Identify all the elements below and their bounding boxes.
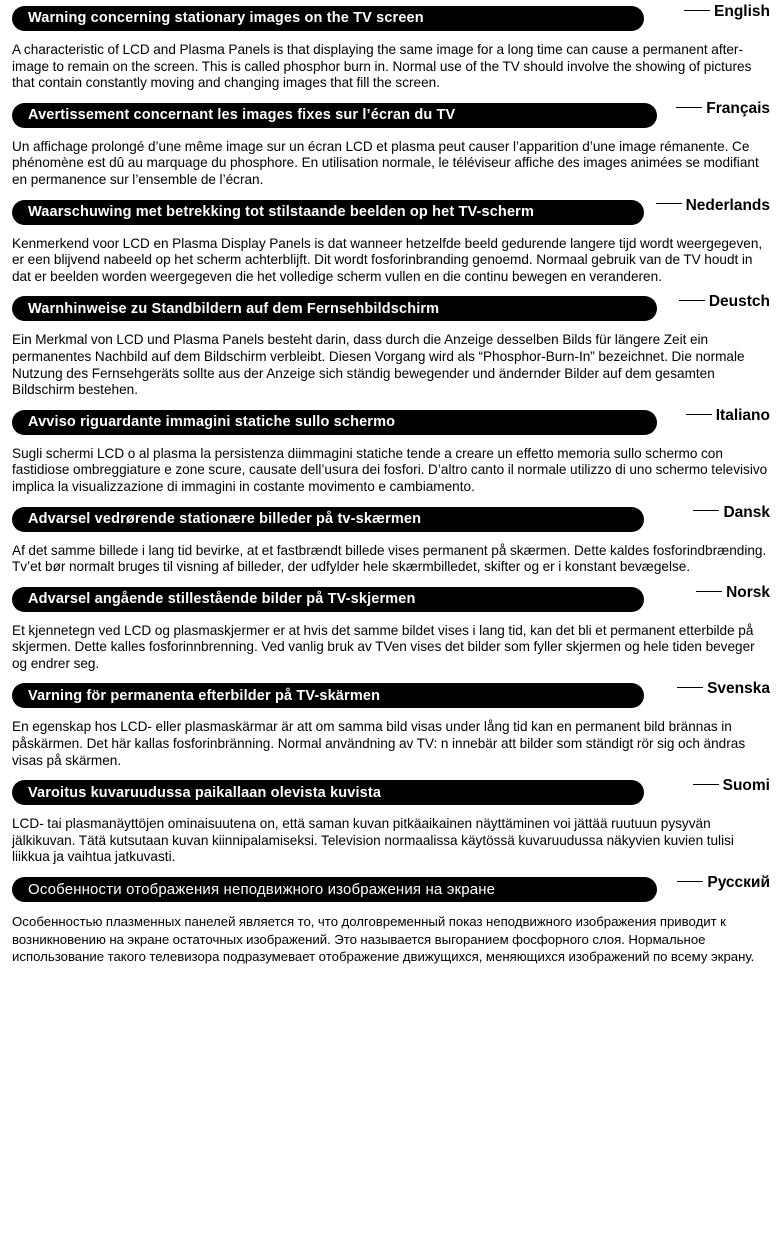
connector-rule (677, 687, 703, 688)
language-section (12, 583, 770, 673)
connector-rule (693, 510, 719, 511)
language-label (677, 875, 770, 891)
language-name: Svenska (707, 680, 770, 698)
heading-banner (12, 587, 644, 612)
body-paragraph: En egenskap hos LCD- eller plasmaskärmar är att om samma bild visas under lång tid kan en permanent bild brännas in påskärmen. Det här kallas fosforinbränning. Normal användning av TV: n innebär att bilder som ständigt rör sig och ändras visas på skärmen. (12, 719, 746, 768)
body-paragraph: Особенностью плазменных панелей является то, что долговременный показ неподвижного изображения приводит к возникновению на экране остаточных изображений. Это называется выгоранием фосфорного слоя. Нормальное использование такого телевизора подразумевает отображение движущихся, меняющихся изображений по всему экрану. (12, 914, 755, 965)
language-name: Deustch (708, 293, 770, 311)
language-section (12, 196, 770, 286)
language-label (677, 681, 770, 697)
heading-banner (12, 780, 644, 805)
language-section (12, 503, 770, 576)
connector-rule (656, 203, 682, 204)
body-paragraph: LCD- tai plasmanäyttöjen ominaisuutena on, että saman kuvan pitkäaikainen näyttäminen voi jättää ruutuun pysyvän jälkikuvan. Tätä kutsutaan kuvan kiinnipalamiseksi. Television normaalissa käytössä kuvaruudussa näkyvien kuvien tulisi liikkua ja vaihtua jatkuvasti. (12, 816, 734, 865)
body-paragraph: Kenmerkend voor LCD en Plasma Display Panels is dat wanneer hetzelfde beeld gedurende langere tijd wordt weergegeven, er een blijvend nabeeld op het scherm achterblijft. Dit wordt fosforinbranding genoemd. Normaal gebruik van de TV houdt in dat er beelden worden weergegeven die het volledige scherm vullen en die continu bewegen en veranderen. (12, 235, 763, 284)
heading-row (12, 777, 770, 807)
connector-rule (693, 784, 719, 785)
connector-rule (684, 10, 710, 11)
body-paragraph: Af det samme billede i lang tid bevirke, at et fastbrændt billede vises permanent på skærmen. Dette kaldes fosforindbrænding. Tv’et bør normalt bruges til visning af billeder, der udfylder hele skærmbilledet, skifter og er i konstant bevægelse. (12, 542, 767, 575)
heading-banner (12, 507, 644, 532)
language-label (693, 778, 770, 794)
language-name: Suomi (722, 777, 770, 795)
body-paragraph: A characteristic of LCD and Plasma Panels is that displaying the same image for a long time can cause a permanent after-image to remain on the screen. This is called phosphor burn in. Normal use of the TV should involve the showing of pictures that contain constantly moving and changing images that fill the screen. (12, 42, 752, 91)
heading-banner (12, 296, 657, 321)
language-name: Italiano (715, 406, 770, 424)
heading-row (12, 3, 770, 33)
language-label (684, 4, 770, 20)
heading-text: Varning för permanenta efterbilder på TV-skärmen (28, 687, 381, 704)
heading-banner (12, 683, 644, 708)
language-label (656, 198, 770, 214)
connector-rule (676, 107, 702, 108)
body-paragraph: Et kjennetegn ved LCD og plasmaskjermer er at hvis det samme bildet vises i lang tid, kan det bli et permanent etterbilde på skjermen. Dette kalles fosforinnbrenning. Ved vanlig bruk av TVen vises det bilder som fyller skjermen og hele tiden beveger og endrer seg. (12, 622, 755, 671)
body-paragraph: Sugli schermi LCD o al plasma la persistenza diimmagini statiche tende a creare un effetto memoria sullo schermo con fastidiose ombreggiature e zone scure, causate dell’usura dei fosfori. D’altro canto il normale utilizzo di uno schermo televisivo implica la visualizzazione di immagini in costante movimento e cambiamento. (12, 445, 768, 494)
sections-container (12, 3, 770, 966)
language-label (676, 101, 770, 117)
heading-banner (12, 6, 644, 31)
heading-text: Advarsel angående stillestående bilder på TV-skjermen (28, 590, 416, 607)
heading-text: Varoitus kuvaruudussa paikallaan olevista kuvista (28, 784, 382, 801)
heading-text: Waarschuwing met betrekking tot stilstaande beelden op het TV-scherm (28, 203, 534, 220)
heading-row (12, 503, 770, 534)
language-section (12, 406, 770, 496)
language-section (12, 293, 770, 398)
connector-rule (686, 414, 712, 415)
language-label (679, 294, 770, 310)
heading-text: Advarsel vedrørende stationære billeder på tv-skærmen (28, 510, 422, 527)
language-name: Français (706, 99, 770, 117)
language-section (12, 874, 770, 966)
connector-rule (679, 300, 705, 301)
language-section (12, 99, 770, 189)
connector-rule (677, 881, 703, 882)
language-name: Dansk (723, 503, 770, 521)
language-label (693, 505, 770, 521)
heading-text: Warnhinweise zu Standbildern auf dem Fernsehbildschirm (28, 300, 440, 317)
connector-rule (696, 591, 722, 592)
heading-text: Warning concerning stationary images on the TV screen (28, 10, 424, 27)
heading-text: Avertissement concernant les images fixes sur l’écran du TV (28, 107, 456, 124)
heading-banner (12, 877, 657, 902)
heading-row (12, 196, 770, 227)
heading-row (12, 293, 770, 323)
body-paragraph: Un affichage prolongé d’une même image sur un écran LCD et plasma peut causer l’apparition d’une image rémanente. Ce phénomène est dû au marquage du phosphore. En utilisation normale, le téléviseur affiche des images animées se modifiant en permanence sur l’ensemble de l’écran. (12, 138, 759, 187)
heading-row (12, 99, 770, 130)
language-name: Nederlands (685, 196, 770, 214)
heading-row (12, 583, 770, 614)
language-name: Русский (707, 874, 770, 892)
heading-banner (12, 200, 644, 225)
heading-banner (12, 103, 657, 128)
heading-banner (12, 410, 657, 435)
language-section (12, 777, 770, 866)
heading-text: Avviso riguardante immagini statiche sullo schermo (28, 413, 396, 430)
heading-row (12, 874, 770, 904)
language-name: Norsk (726, 583, 770, 601)
language-label (696, 585, 770, 601)
language-section (12, 3, 770, 92)
language-section (12, 680, 770, 769)
body-paragraph: Ein Merkmal von LCD und Plasma Panels besteht darin, dass durch die Anzeige desselben Bilds für längere Zeit ein permanentes Nachbild auf dem Bildschirm verbleibt. Diesen Vorgang wird als “Phosphor-Burn-In” bezeichnet. Die normale Nutzung des Fernsehgeräts sollte aus der Anzeige sich ständig bewegender und ändernder Bilder auf dem gesamten Bildschirm bestehen. (12, 332, 745, 398)
language-name: English (714, 3, 770, 20)
heading-row (12, 680, 770, 710)
heading-row (12, 406, 770, 437)
heading-text: Особенности отображения неподвижного изображения на экране (28, 881, 496, 899)
language-label (686, 408, 770, 424)
